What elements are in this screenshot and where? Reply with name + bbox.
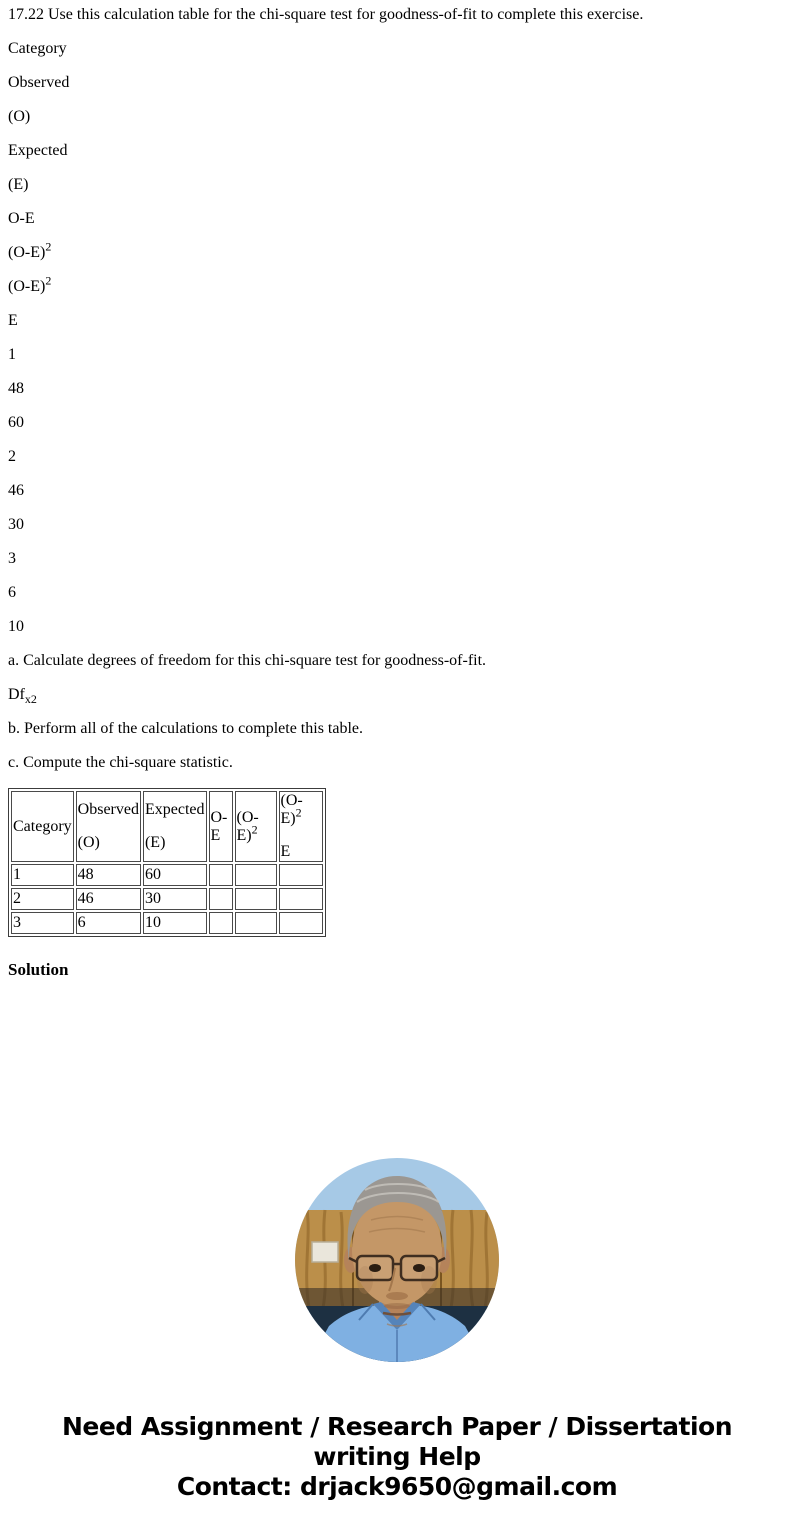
value-line: 48 [8, 380, 24, 397]
table-cell: 6 [76, 912, 141, 934]
header-cell-o-minus-e: O-E [209, 791, 233, 862]
table-header-row [11, 791, 323, 862]
header-line: Observed [77, 801, 139, 818]
chi-square-calculation-table [8, 788, 326, 937]
df-base: Df [8, 686, 25, 703]
value-line: 1 [8, 346, 16, 363]
avatar-container [8, 1158, 786, 1367]
table-cell-empty [209, 912, 233, 934]
table-cell: 3 [11, 912, 74, 934]
eye [369, 1264, 381, 1272]
stacked-line-o-minus-e-squared-numerator [8, 273, 786, 296]
value-line: 60 [8, 414, 24, 431]
table-row [11, 912, 323, 934]
question-b: b. Perform all of the calculations to complete this table. [8, 720, 364, 737]
footer-line-2: writing Help [313, 1442, 481, 1471]
header-cell-observed [76, 791, 141, 862]
superscript-2: 2 [45, 239, 52, 254]
formula-base: (O-E) [280, 792, 303, 827]
value-line: 30 [8, 516, 24, 533]
tutor-portrait-photo [295, 1158, 499, 1362]
superscript-2: 2 [251, 822, 258, 837]
value-line: 3 [8, 550, 16, 567]
stacked-line-expected: Expected [8, 142, 68, 159]
header-cell-o-minus-e-squared-over-e [279, 791, 323, 862]
intro-paragraph: 17.22 Use this calculation table for the chi-square test for goodness-of-fit to complete this exercise. [8, 6, 644, 23]
table-cell: 2 [11, 888, 74, 910]
value-line: 2 [8, 448, 16, 465]
header-line: E [280, 843, 291, 860]
superscript-2: 2 [45, 273, 52, 288]
formula-base: (O-E) [8, 244, 46, 261]
formula-base: (O-E) [236, 808, 259, 844]
table-cell: 46 [76, 888, 141, 910]
formula-base: (O-E) [8, 278, 46, 295]
header-cell-o-minus-e-squared [235, 791, 277, 862]
value-line: 10 [8, 618, 24, 635]
stacked-line-denominator-e: E [8, 312, 18, 329]
table-row [11, 888, 323, 910]
stacked-line-o-minus-e-squared [8, 239, 786, 262]
header-line [281, 792, 321, 828]
value-line: 46 [8, 482, 24, 499]
df-subscript: x2 [24, 692, 37, 707]
table-cell: 48 [76, 864, 141, 886]
stacked-line-e: (E) [8, 176, 29, 193]
header-cell-category: Category [11, 791, 74, 862]
header-line: (E) [144, 834, 166, 851]
solution-heading: Solution [8, 960, 69, 979]
footer-line-1: Need Assignment / Research Paper / Dissertation [61, 1412, 733, 1441]
superscript-2: 2 [295, 805, 302, 820]
table-cell-empty [235, 864, 277, 886]
table-cell: 30 [143, 888, 207, 910]
table-cell-empty [235, 888, 277, 910]
table-cell-empty [279, 912, 323, 934]
wall-switch [312, 1242, 338, 1262]
table-cell-empty [279, 864, 323, 886]
footer-contact-email-line: Contact: drjack9650@gmail.com [176, 1472, 618, 1501]
header-line: Expected [144, 801, 205, 818]
question-a: a. Calculate degrees of freedom for this chi-square test for goodness-of-fit. [8, 652, 487, 669]
header-cell-expected [143, 791, 207, 862]
stacked-line-category: Category [8, 40, 67, 57]
table-cell-empty [209, 864, 233, 886]
table-cell: 10 [143, 912, 207, 934]
table-cell-empty [209, 888, 233, 910]
footer-contact-block [8, 1412, 786, 1502]
eye [413, 1264, 425, 1272]
value-line: 6 [8, 584, 16, 601]
table-cell-empty [279, 888, 323, 910]
table-row [11, 864, 323, 886]
df-notation [8, 686, 786, 707]
header-line: (O) [77, 834, 100, 851]
table-cell: 60 [143, 864, 207, 886]
stacked-line-observed: Observed [8, 74, 70, 91]
table-cell-empty [235, 912, 277, 934]
stacked-line-o: (O) [8, 108, 31, 125]
stacked-line-o-minus-e: O-E [8, 210, 35, 227]
table-cell: 1 [11, 864, 74, 886]
question-c: c. Compute the chi-square statistic. [8, 754, 233, 771]
